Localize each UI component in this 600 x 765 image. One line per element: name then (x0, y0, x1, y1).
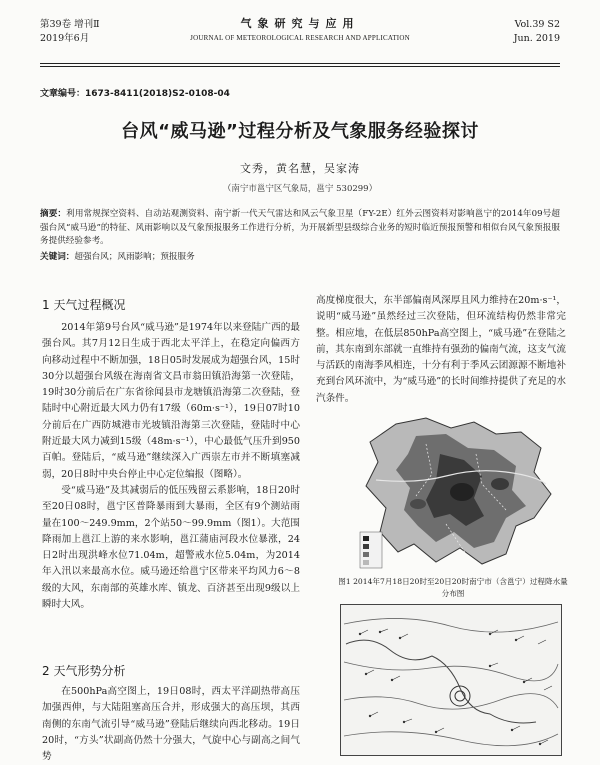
legend-swatch (363, 552, 369, 557)
keywords-text: 超强台风；风雨影响；预报服务 (74, 252, 195, 262)
abstract (40, 208, 560, 249)
journal-masthead (170, 16, 430, 44)
section-2-paragraph-1: 在500hPa高空图上，19日08时，西太平洋副热带高压加强西伸，与大陆阻塞高压合并，形成强大的高压坝，其西南侧的东南气流引导“威马逊”登陆后继续向西北移动。19日20时，“方头”状副高仍然十分强大，气旋中心与副高之间气势 (42, 686, 300, 763)
keywords-label: 关键词： (40, 252, 75, 262)
section-1-heading: 1 天气过程概况 (42, 298, 126, 312)
legend-swatch (363, 544, 369, 549)
header-rule-thick (40, 63, 560, 64)
issue-date: 2019年6月 (40, 33, 90, 44)
right-column-text (316, 293, 566, 407)
article-number: 文章编号：1673-8411(2018)S2-0108-04 (40, 89, 230, 99)
issue-date-en: Jun. 2019 (513, 33, 560, 44)
header-right (514, 18, 560, 46)
header-rule-thin (40, 66, 560, 67)
keywords (40, 251, 560, 264)
volume: 第39卷 增刊Ⅱ (40, 19, 100, 30)
figure-1-caption: 图1 2014年7月18日20时至20日20时南宁市（含邕宁）过程降水量分布图 (338, 577, 568, 598)
figure-2-synoptic-chart (340, 604, 562, 756)
rainfall-core (450, 483, 474, 501)
rainfall-pocket (410, 499, 426, 509)
rainfall-pocket (491, 478, 509, 490)
header-left (40, 18, 100, 46)
section-1-paragraph-1: 2014年第9号台风“威马逊”是1974年以来登陆广西的最强台风。其7月12日生成于西北太平洋上，在稳定向偏西方向移动过程中不断加强，18日05时发展成为超强台风，15时30分以超强台风级在海南省文昌市翁田镇沿海第一次登陆，19时30分前后在广东省徐闻县市龙塘镇沿海第二次登陆，登陆时中心附近最大风力仍有17级（60m·s⁻¹），19日07时10分前后在广西防城港市光坡镇沿海第三次登陆，登陆时中心附近最大风力减到15级（48m·s⁻¹），中心最低气压升到950百帕。登陆后，“威马逊”继续深入广西崇左市并不断填塞减弱，20日8时中央台停止中心定位编报（图略）。 (42, 322, 300, 480)
paper-title: 台风“威马逊”过程分析及气象服务经验探讨 (121, 121, 479, 142)
section-2-body (42, 684, 300, 765)
section-1-body (42, 320, 300, 613)
abstract-label: 摘要： (40, 209, 67, 219)
affiliation: （南宁市邕宁区气象局，邕宁 530299） (222, 184, 378, 194)
journal-title-cn: 气象研究与应用 (240, 17, 360, 30)
abstract-text: 利用常规探空资料、自动站观测资料、南宁新一代天气雷达和风云气象卫星（FY-2E）红外云图资料对影响邕宁的2014年09号超强台风“威马逊”的特征、风雨影响以及气象预报服务工作进行分析，为开展新型县级综合业务的短时临近预报预警和相似台风气象预报服务提供经验参考。 (40, 209, 560, 246)
section-2-heading: 2 天气形势分析 (42, 664, 126, 678)
right-column-paragraph-1: 高度梯度很大，东半部偏南风深厚且风力维持在20m·s⁻¹，说明“威马逊”虽然经过三次登陆，但环流结构仍然非常完整。相应地，在低层850hPa高空图上，“威马逊”在登陆之前，其东南到东部就一直维持有强劲的偏南气流，这支气流与活跃的南海季风相连，十分有利于季风云团源源不断地补充到台风环流中，为“威马逊”的长时间维持提供了充足的水汽条件。 (316, 295, 566, 404)
section-1-paragraph-2: 受“威马逊”及其减弱后的低压残留云系影响，18日20时至20日08时，邕宁区普降暴雨到大暴雨，全区有9个测站雨量在100～249.9mm，2个站50～99.9mm（图1）。大范围降雨加上邕江上游的来水影响，邕江蒲庙河段水位暴涨，24日2时出现洪峰水位71.04m，超警戒水位5.04m，为2014年入汛以来最高水位。威马逊还给邕宁区带来平均风力6～8级的大风，东南部的英雄水库、镇龙、百济甚至出现9级以上瞬时大风。 (42, 484, 300, 611)
legend-swatch (363, 536, 369, 541)
authors: 文秀，黄名慧，吴家涛 (240, 162, 360, 175)
journal-title-en: JOURNAL OF METEOROLOGICAL RESEARCH AND APPLICATION (190, 34, 410, 42)
volume-en: Vol.39 S2 (514, 19, 560, 30)
legend-swatch (363, 560, 369, 565)
figure-1-precipitation-map (356, 414, 556, 572)
